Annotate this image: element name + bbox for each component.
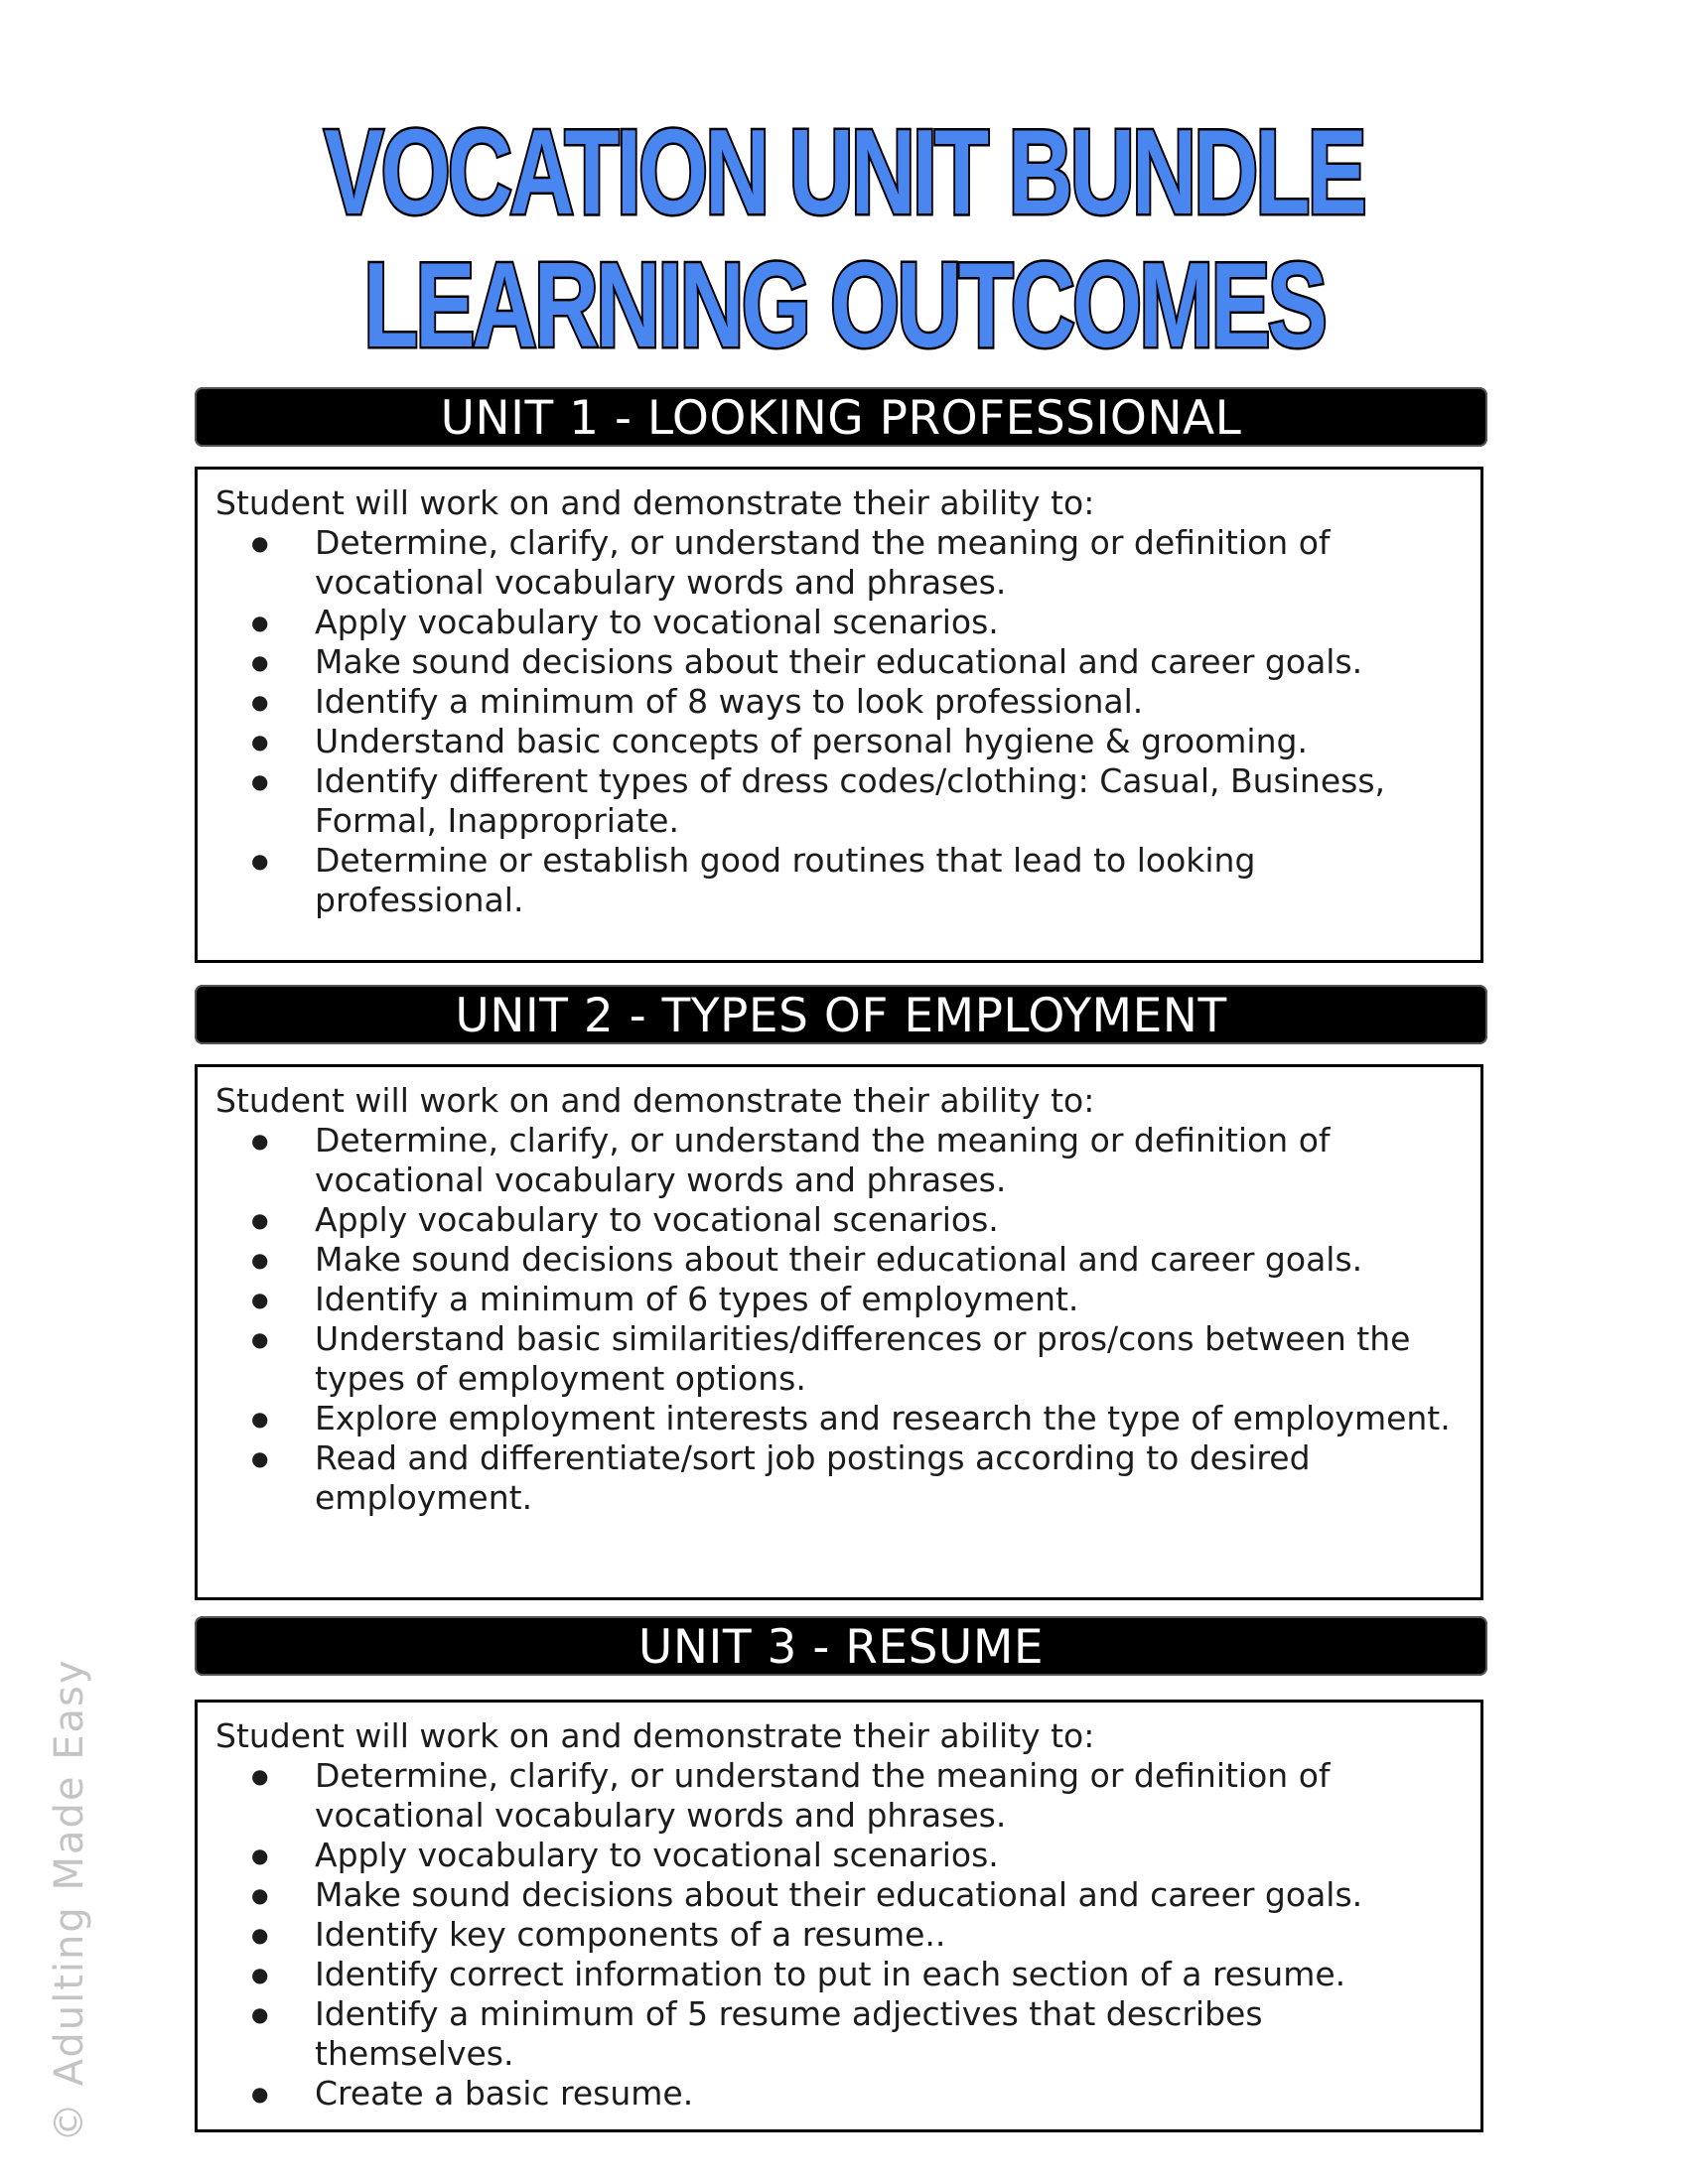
page-title-line-2: LEARNING OUTCOMES bbox=[363, 237, 1325, 372]
unit-3-heading: UNIT 3 - RESUME bbox=[195, 1616, 1487, 1676]
unit-2-outcomes-box bbox=[195, 1064, 1483, 1600]
unit-3-outcomes-box bbox=[195, 1700, 1483, 2132]
list-item: ● Understand basic similarities/differences or pros/cons between the types of employment options. bbox=[198, 1319, 1478, 1399]
list-item: ● Identify a minimum of 5 resume adjectives that describes themselves. bbox=[198, 1994, 1478, 2074]
list-item: ● Apply vocabulary to vocational scenarios. bbox=[198, 603, 1478, 642]
unit-3-intro: Student will work on and demonstrate their ability to: bbox=[215, 1716, 1095, 1755]
unit-2-intro: Student will work on and demonstrate their ability to: bbox=[215, 1081, 1095, 1120]
list-item: ● Make sound decisions about their educational and career goals. bbox=[198, 1875, 1478, 1915]
list-item: ● Determine, clarify, or understand the meaning or definition of vocational vocabulary words and phrases. bbox=[198, 1756, 1478, 1836]
list-item: ● Understand basic concepts of personal hygiene & grooming. bbox=[198, 722, 1478, 761]
list-item: ● Identify different types of dress codes/clothing: Casual, Business, Formal, Inappropriate. bbox=[198, 761, 1478, 841]
unit-2-outcome-list bbox=[198, 1121, 1478, 1518]
list-item: ● Determine, clarify, or understand the meaning or definition of vocational vocabulary words and phrases. bbox=[198, 1121, 1478, 1200]
list-item: ● Apply vocabulary to vocational scenarios. bbox=[198, 1200, 1478, 1240]
list-item: ● Create a basic resume. bbox=[198, 2074, 1478, 2114]
list-item: ● Determine or establish good routines that lead to looking professional. bbox=[198, 841, 1478, 920]
unit-3-outcome-list bbox=[198, 1756, 1478, 2114]
copyright-watermark: © Adulting Made Easy bbox=[47, 1658, 92, 2142]
list-item: ● Apply vocabulary to vocational scenarios. bbox=[198, 1836, 1478, 1875]
list-item: ● Make sound decisions about their educational and career goals. bbox=[198, 1240, 1478, 1280]
list-item: ● Identify a minimum of 6 types of employment. bbox=[198, 1280, 1478, 1319]
unit-1-intro: Student will work on and demonstrate their ability to: bbox=[215, 483, 1095, 522]
list-item: ● Identify a minimum of 8 ways to look professional. bbox=[198, 682, 1478, 722]
unit-1-heading: UNIT 1 - LOOKING PROFESSIONAL bbox=[195, 387, 1487, 447]
list-item: ● Identify key components of a resume.. bbox=[198, 1915, 1478, 1955]
list-item: ● Read and differentiate/sort job postings according to desired employment. bbox=[198, 1438, 1478, 1518]
page-title-line-1: VOCATION UNIT BUNDLE bbox=[324, 104, 1364, 239]
unit-1-outcome-list bbox=[198, 523, 1478, 920]
unit-2-heading: UNIT 2 - TYPES OF EMPLOYMENT bbox=[195, 985, 1487, 1044]
list-item: ● Make sound decisions about their educational and career goals. bbox=[198, 642, 1478, 682]
unit-1-outcomes-box bbox=[195, 467, 1483, 963]
list-item: ● Explore employment interests and research the type of employment. bbox=[198, 1399, 1478, 1438]
list-item: ● Determine, clarify, or understand the meaning or definition of vocational vocabulary words and phrases. bbox=[198, 523, 1478, 603]
list-item: ● Identify correct information to put in each section of a resume. bbox=[198, 1955, 1478, 1994]
